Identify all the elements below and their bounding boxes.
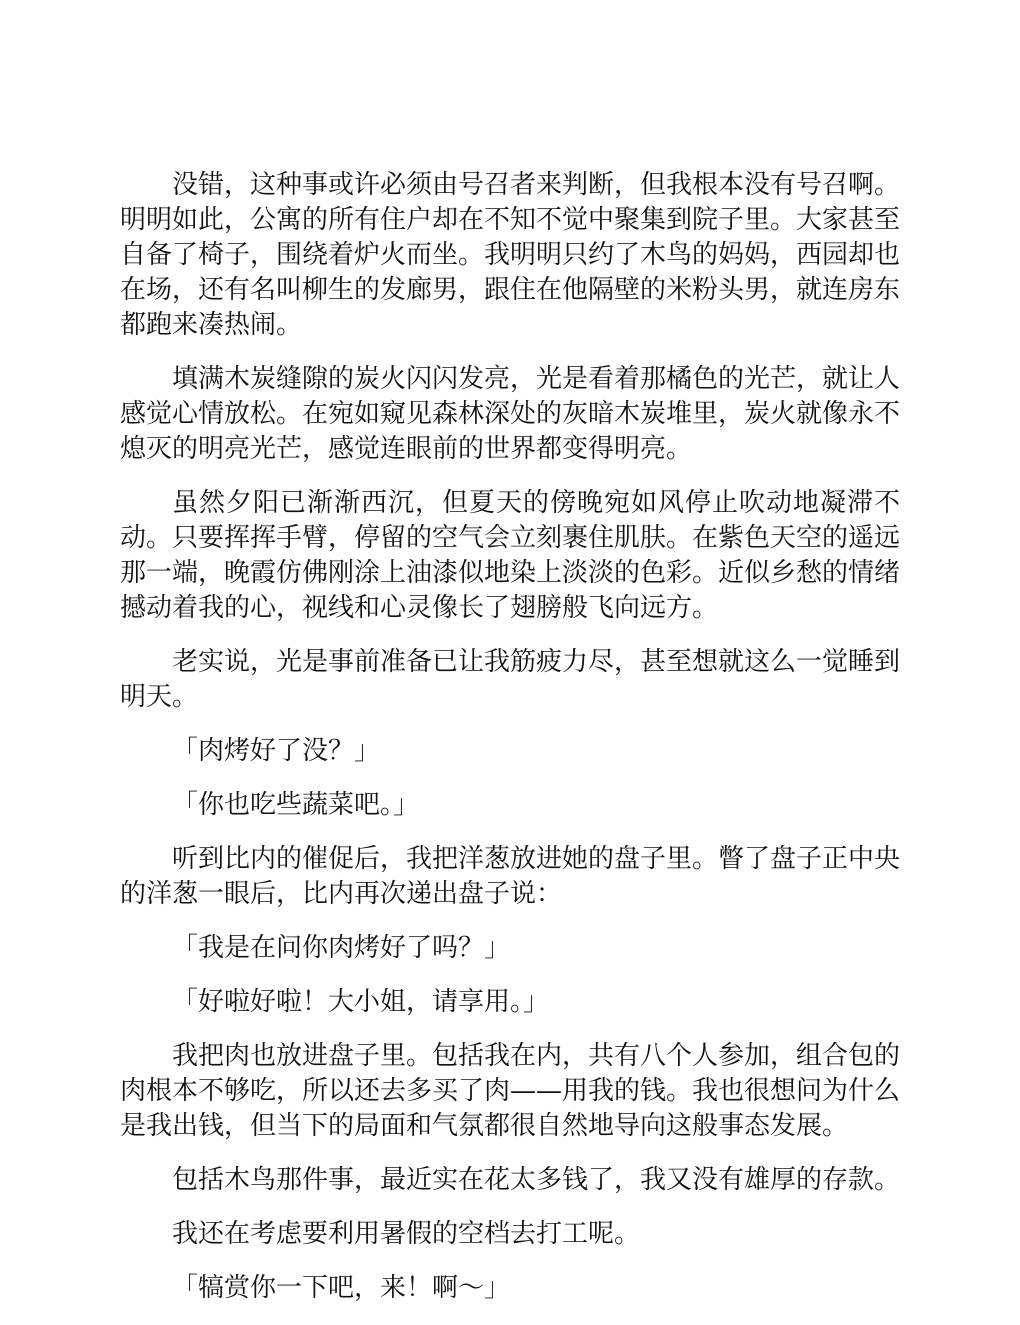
paragraph: 老实说，光是事前准备已让我筋疲力尽，甚至想就这么一觉睡到明天。 — [120, 647, 901, 712]
paragraph: 包括木鸟那件事，最近实在花太多钱了，我又没有雄厚的存款。 — [172, 1165, 901, 1195]
paragraph: 我还在考虑要利用暑假的空档去打工呢。 — [172, 1219, 641, 1249]
paragraph: 我把肉也放进盘子里。包括我在内，共有八个人参加，组合包的肉根本不够吃，所以还去多买了肉——用我的钱。我也很想问为什么是我出钱，但当下的局面和气氛都很自然地导向这般事态发展。 — [120, 1041, 901, 1141]
paragraph: 听到比内的催促后，我把洋葱放进她的盘子里。瞥了盘子正中央的洋葱一眼后，比内再次递出盘子说： — [120, 844, 901, 909]
dialogue-line: 「肉烤好了没？」 — [172, 736, 381, 766]
dialogue-line: 「好啦好啦！大小姐，请享用。」 — [172, 987, 550, 1017]
body-text — [120, 168, 900, 1325]
dialogue-line: 「你也吃些蔬菜吧。」 — [172, 790, 420, 820]
dialogue-line: 「犒赏你一下吧，来！啊～」 — [172, 1273, 511, 1303]
dialogue-line: 「我是在问你肉烤好了吗？」 — [172, 933, 511, 963]
paragraph: 没错，这种事或许必须由号召者来判断，但我根本没有号召啊。明明如此，公寓的所有住户却在不知不觉中聚集到院子里。大家甚至自备了椅子，围绕着炉火而坐。我明明只约了木鸟的妈妈，西园却也在场，还有名叫柳生的发廊男，跟住在他隔壁的米粉头男，就连房东都跑来凑热闹。 — [120, 170, 901, 340]
paragraph: 虽然夕阳已渐渐西沉，但夏天的傍晚宛如风停止吹动地凝滞不动。只要挥挥手臂，停留的空气会立刻裹住肌肤。在紫色天空的遥远那一端，晚霞仿佛刚涂上油漆似地染上淡淡的色彩。近似乡愁的情绪撼动着我的心，视线和心灵像长了翅膀般飞向远方。 — [120, 488, 901, 623]
paragraph: 填满木炭缝隙的炭火闪闪发亮，光是看着那橘色的光芒，就让人感觉心情放松。在宛如窥见森林深处的灰暗木炭堆里，炭火就像永不熄灭的明亮光芒，感觉连眼前的世界都变得明亮。 — [120, 364, 901, 464]
